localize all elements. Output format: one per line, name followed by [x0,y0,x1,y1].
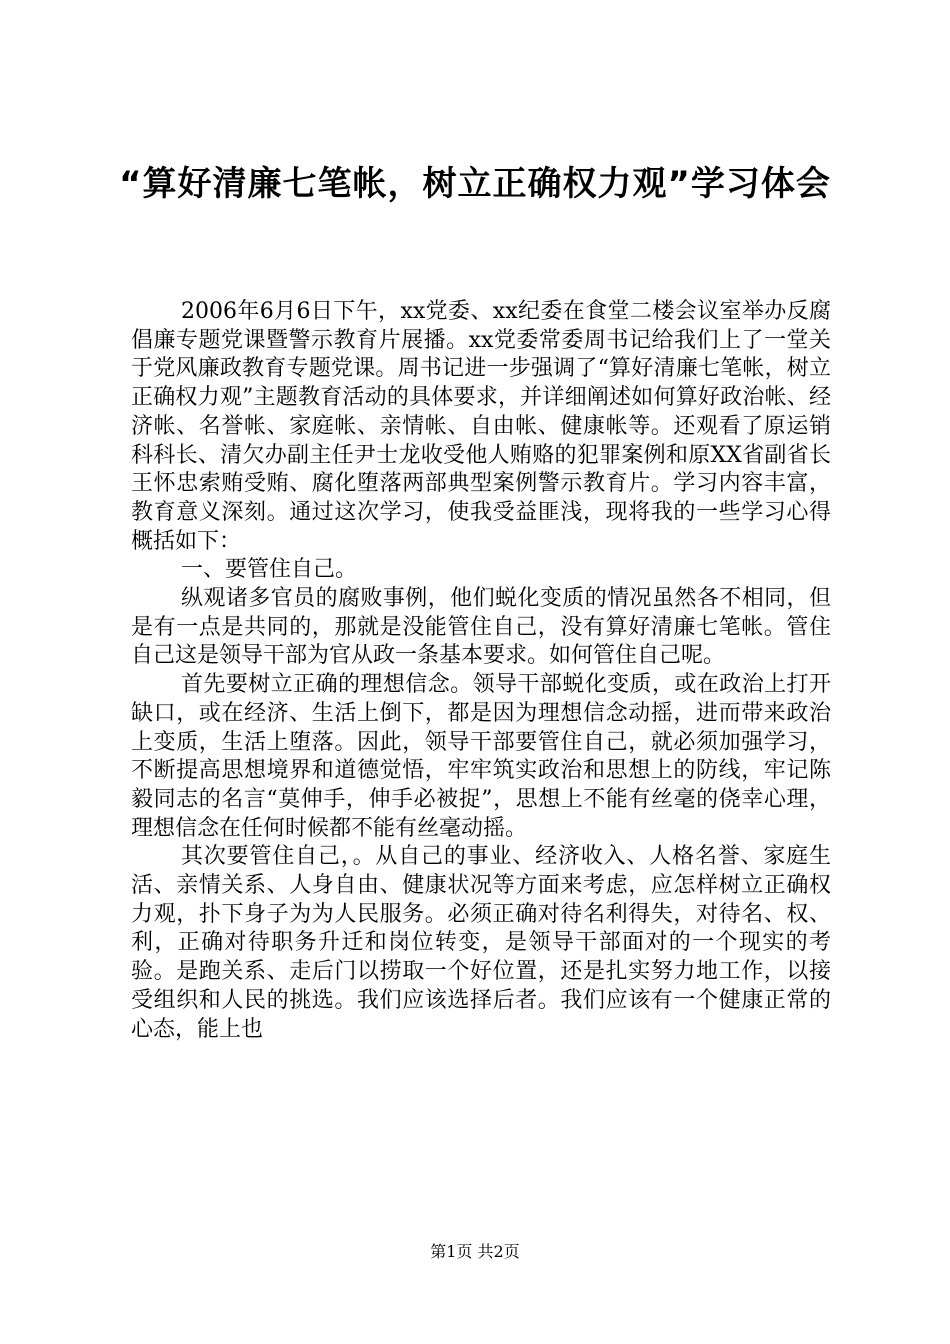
paragraph-first-point: 首先要树立正确的理想信念。领导干部蜕化变质，或在政治上打开缺口，或在经济、生活上倒下，都是因为理想信念动摇，进而带来政治上变质，生活上堕落。因此，领导干部要管住自己，就必须加强学习，不断提高思想境界和道德觉悟，牢牢筑实政治和思想上的防线，牢记陈毅同志的名言“莫伸手，伸手必被捉”，思想上不能有丝毫的侥幸心理，理想信念在任何时候都不能有丝毫动摇。 [131,672,831,841]
document-body [131,298,831,1044]
paragraph-second-point: 其次要管住自己，。从自己的事业、经济收入、人格名誉、家庭生活、亲情关系、人身自由、健康状况等方面来考虑，应怎样树立正确权力观，扑下身子为为人民服务。必须正确对待名利得失，对待名、权、利，正确对待职务升迁和岗位转变，是领导干部面对的一个现实的考验。是跑关系、走后门以捞取一个好位置，还是扎实努力地工作，以接受组织和人民的挑选。我们应该选择后者。我们应该有一个健康正常的心态，能上也 [131,844,831,1042]
paragraph-overview: 纵观诸多官员的腐败事例，他们蜕化变质的情况虽然各不相同，但是有一点是共同的，那就是没能管住自己，没有算好清廉七笔帐。管住自己这是领导干部为官从政一条基本要求。如何管住自己呢。 [131,586,831,669]
document-title: “算好清廉七笔帐，树立正确权力观”学习体会 [119,164,831,204]
paragraph-intro: 2006年6月6日下午，xx党委、xx纪委在食堂二楼会议室举办反腐倡廉专题党课暨警示教育片展播。xx党委常委周书记给我们上了一堂关于党风廉政教育专题党课。周书记进一步强调了“算好清廉七笔帐，树立正确权力观”主题教育活动的具体要求，并详细阐述如何算好政治帐、经济帐、名誉帐、家庭帐、亲情帐、自由帐、健康帐等。还观看了原运销科科长、清欠办副主任尹士龙收受他人贿赂的犯罪案例和原XX省副省长王怀忠索贿受贿、腐化堕落两部典型案例警示教育片。学习内容丰富，教育意义深刻。通过这次学习，使我受益匪浅，现将我的一些学习心得概括如下： [131,299,831,554]
paragraph-heading-1: 一、要管住自己。 [181,557,358,583]
page-number-footer: 第1页 共2页 [430,1242,520,1261]
